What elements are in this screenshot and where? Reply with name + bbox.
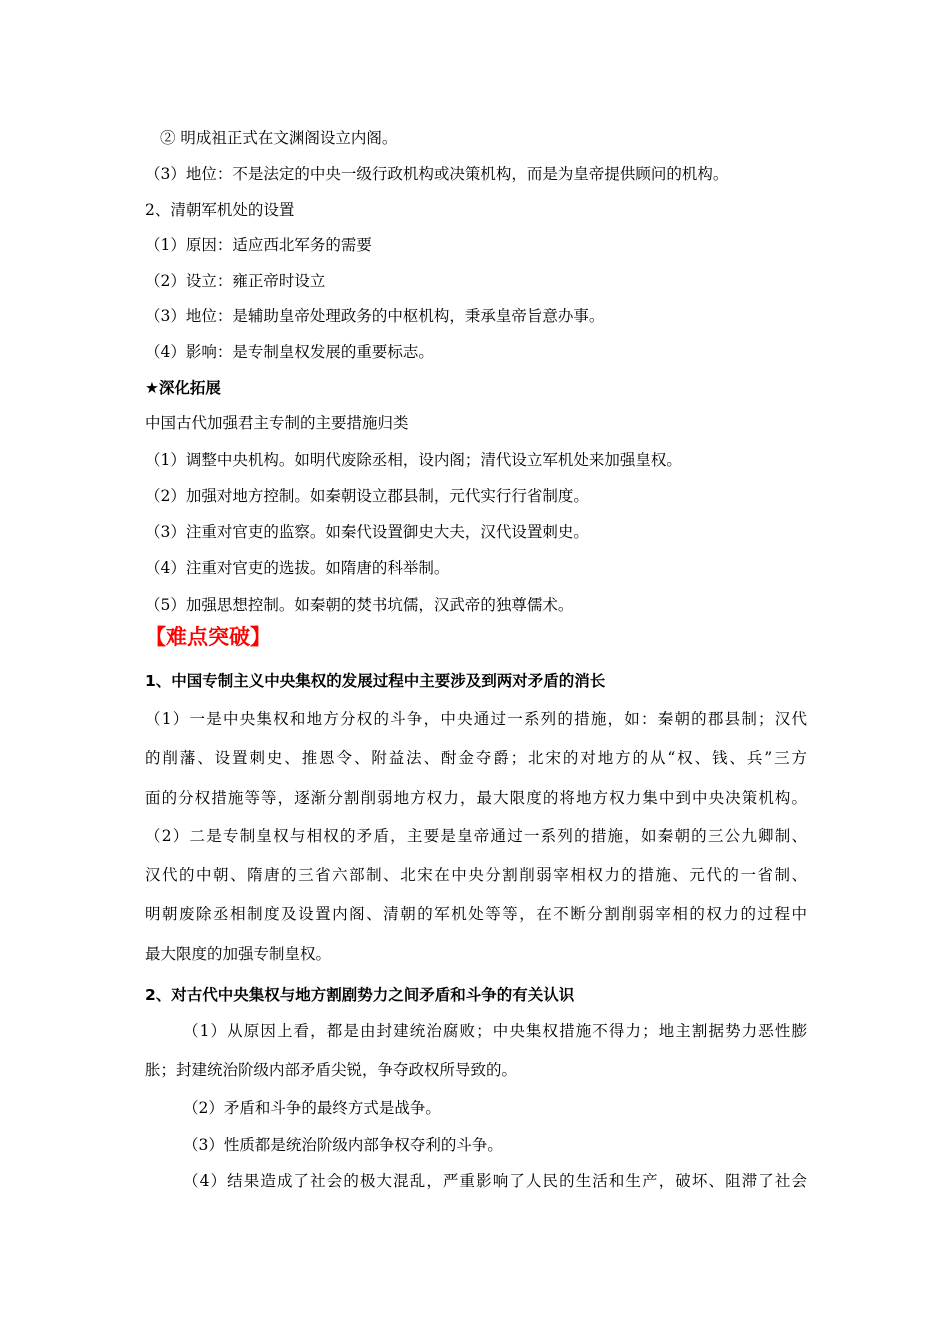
paragraph-line: 汉代的中朝、隋唐的三省六部制、北宋在中央分割削弱宰相权力的措施、元代的一省制、 [145, 866, 807, 884]
paragraph-line: （2）加强对地方控制。如秦朝设立郡县制，元代实行行省制度。 [145, 487, 589, 505]
paragraph-line: 面的分权措施等等，逐渐分割削弱地方权力，最大限度的将地方权力集中到中央决策机构。 [145, 789, 807, 807]
paragraph-line: ② 明成祖正式在文渊阁设立内阁。 [160, 129, 398, 147]
paragraph-line: （3）地位：不是法定的中央一级行政机构或决策机构，而是为皇帝提供顾问的机构。 [145, 165, 729, 183]
paragraph-line: （1）从原因上看，都是由封建统治腐败；中央集权措施不得力；地主割据势力恶性膨 [183, 1022, 807, 1040]
paragraph-line: （4）结果造成了社会的极大混乱，严重影响了人民的生活和生产，破坏、阻滞了社会 [183, 1172, 807, 1190]
paragraph-line: 的削藩、设置刺史、推恩令、附益法、酎金夺爵；北宋的对地方的从“权、钱、兵”三方 [145, 749, 807, 767]
paragraph-line: 胀；封建统治阶级内部矛盾尖锐，争夺政权所导致的。 [145, 1061, 518, 1079]
paragraph-line: （1）一是中央集权和地方分权的斗争，中央通过一系列的措施，如：秦朝的郡县制；汉代 [145, 710, 807, 728]
paragraph-line: 中国古代加强君主专制的主要措施归类 [145, 414, 409, 432]
subheading-2: 2、对古代中央集权与地方割剧势力之间矛盾和斗争的有关认识 [145, 986, 575, 1004]
paragraph-line: （3）注重对官吏的监察。如秦代设置御史大夫，汉代设置刺史。 [145, 523, 589, 541]
paragraph-line: （2）矛盾和斗争的最终方式是战争。 [183, 1099, 441, 1117]
paragraph-line: 明朝废除丞相制度及设置内阁、清朝的军机处等等，在不断分割削弱宰相的权力的过程中 [145, 905, 807, 923]
paragraph-line: （3）地位：是辅助皇帝处理政务的中枢机构，秉承皇帝旨意办事。 [145, 307, 605, 325]
paragraph-line: （2）设立：雍正帝时设立 [145, 272, 326, 290]
section-heading-difficulty: 【难点突破】 [145, 625, 271, 649]
paragraph-line: （5）加强思想控制。如秦朝的焚书坑儒，汉武帝的独尊儒术。 [145, 596, 574, 614]
paragraph-line: （4）影响：是专制皇权发展的重要标志。 [145, 343, 434, 361]
paragraph-line: 最大限度的加强专制皇权。 [145, 945, 332, 963]
paragraph-line: （3）性质都是统治阶级内部争权夺利的斗争。 [183, 1136, 503, 1154]
paragraph-line: （1）原因：适应西北军务的需要 [145, 236, 372, 254]
paragraph-line: （2）二是专制皇权与相权的矛盾，主要是皇帝通过一系列的措施，如秦朝的三公九卿制、 [145, 827, 807, 845]
section-subtitle: 2、清朝军机处的设置 [145, 201, 295, 219]
paragraph-line: （1）调整中央机构。如明代废除丞相，设内阁；清代设立军机处来加强皇权。 [145, 451, 682, 469]
subheading-1: 1、中国专制主义中央集权的发展过程中主要涉及到两对矛盾的消长 [145, 672, 606, 690]
section-heading-deepen: ★深化拓展 [145, 379, 221, 397]
paragraph-line: （4）注重对官吏的选拔。如隋唐的科举制。 [145, 559, 450, 577]
